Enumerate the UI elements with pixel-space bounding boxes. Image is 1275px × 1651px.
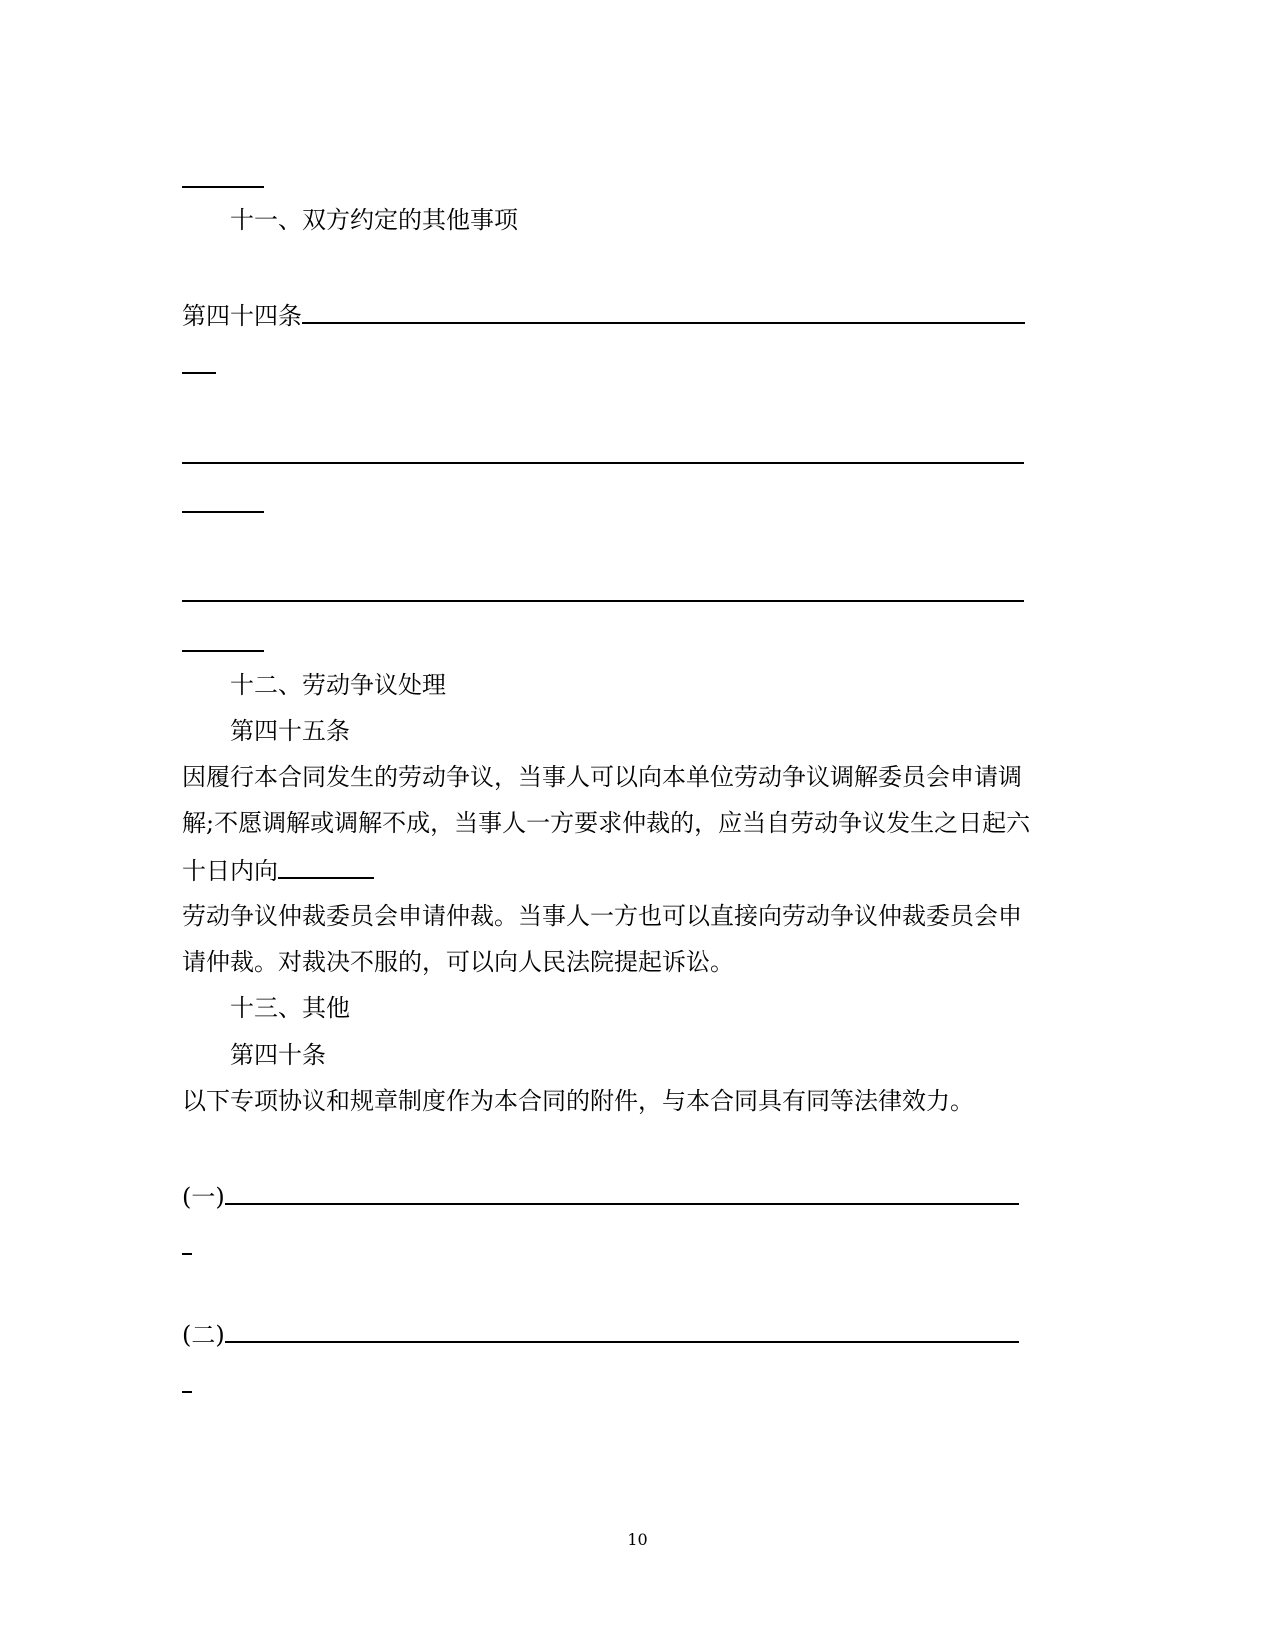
article-45-line-3	[182, 855, 374, 886]
article-44	[182, 300, 1025, 331]
attachment-2-blank-continued[interactable]	[182, 1391, 192, 1393]
article-44-blank-continued[interactable]	[182, 372, 216, 374]
blank-line-2-continued[interactable]	[182, 511, 264, 513]
article-44-blank[interactable]	[302, 300, 1025, 324]
blank-line-3[interactable]	[182, 600, 1024, 602]
article-45-line-2: 解;不愿调解或调解不成，当事人一方要求仲裁的，应当自劳动争议发生之日起六	[182, 809, 1031, 837]
attachment-2-label: (二)	[182, 1321, 225, 1349]
article-45-line-3-text: 十日内向	[182, 857, 278, 885]
attachment-1-blank-continued[interactable]	[182, 1253, 192, 1255]
section-12-heading: 十二、劳动争议处理	[230, 671, 446, 699]
attachment-1-label: (一)	[182, 1183, 225, 1211]
attachment-2-blank[interactable]	[225, 1319, 1019, 1343]
article-40-label: 第四十条	[230, 1041, 326, 1069]
blank-line-carryover	[182, 186, 264, 188]
blank-line-2[interactable]	[182, 462, 1024, 464]
article-45-line-5: 请仲裁。对裁决不服的，可以向人民法院提起诉讼。	[182, 948, 734, 976]
section-13-heading: 十三、其他	[230, 994, 350, 1022]
attachment-2	[182, 1319, 1019, 1350]
attachment-1	[182, 1181, 1019, 1212]
blank-line-3-continued[interactable]	[182, 650, 264, 652]
page-number: 10	[627, 1530, 648, 1549]
arbitration-committee-blank[interactable]	[278, 855, 374, 879]
article-45-label: 第四十五条	[230, 717, 350, 745]
section-11-heading: 十一、双方约定的其他事项	[230, 206, 518, 234]
attachment-1-blank[interactable]	[225, 1181, 1019, 1205]
article-45-line-4: 劳动争议仲裁委员会申请仲裁。当事人一方也可以直接向劳动争议仲裁委员会申	[182, 902, 1022, 930]
article-44-label: 第四十四条	[182, 302, 302, 330]
article-45-line-1: 因履行本合同发生的劳动争议，当事人可以向本单位劳动争议调解委员会申请调	[182, 763, 1022, 791]
article-40-text: 以下专项协议和规章制度作为本合同的附件，与本合同具有同等法律效力。	[182, 1087, 974, 1115]
